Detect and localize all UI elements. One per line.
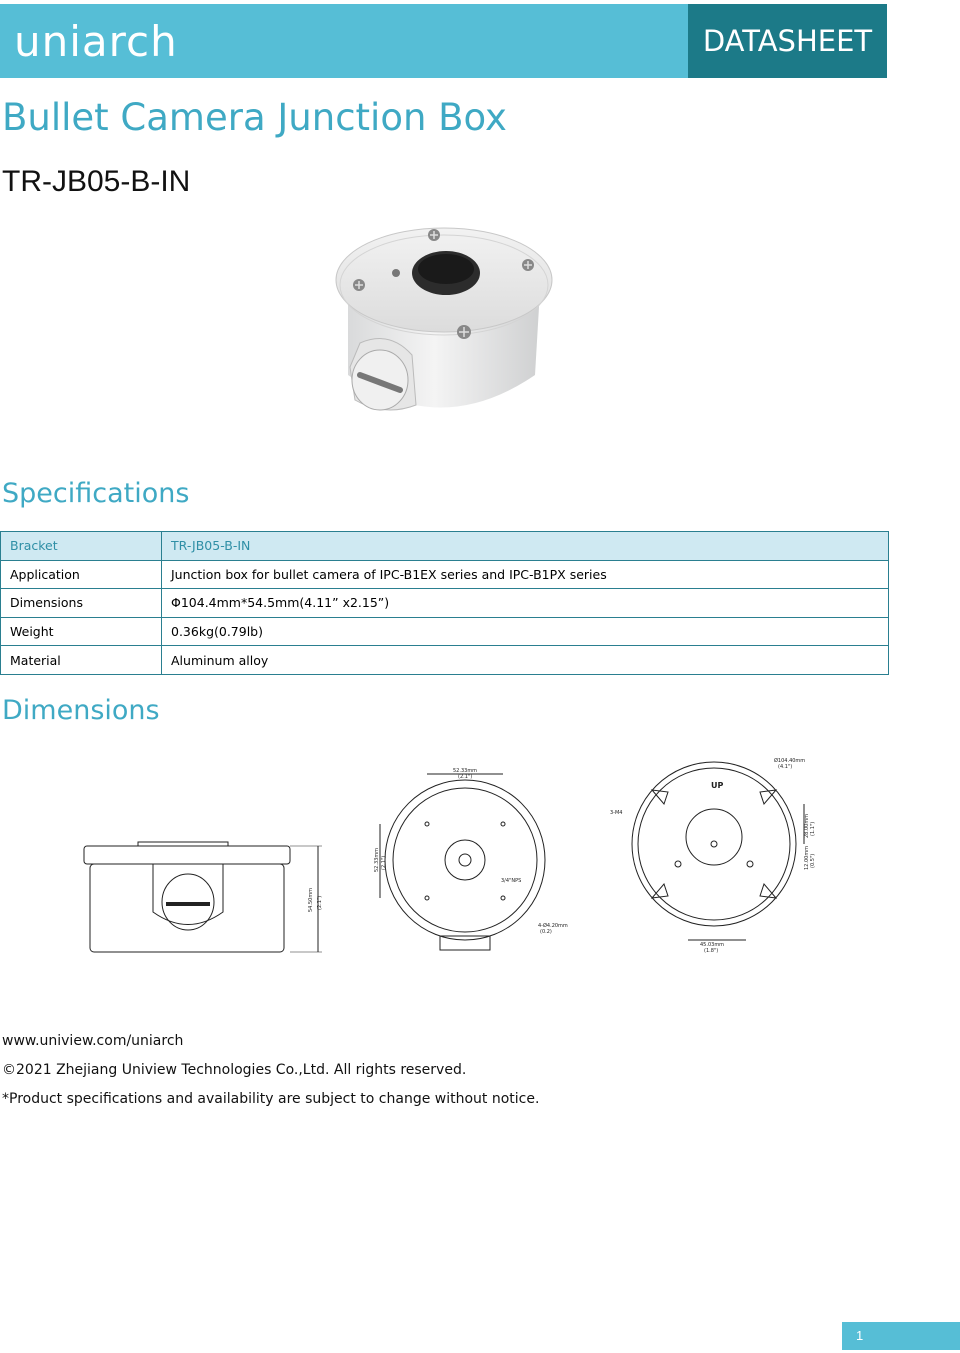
bottom-width-dim-label: 45.03mm [700,942,725,948]
spec-label: Dimensions [1,589,162,618]
thread-label: 3/4"NPS [501,878,522,884]
page-title: Bullet Camera Junction Box [2,96,507,139]
specifications-table [0,531,889,675]
dimension-drawings [78,752,818,962]
r1-dim-label: 28.00mm [804,813,810,838]
holes-dim-label: 4-Ø4.20mm [538,923,568,929]
uniarch-logo: uniarch [14,17,178,66]
spec-value: Junction box for bullet camera of IPC-B1EX series and IPC-B1PX series [162,560,889,589]
spec-value: TR-JB05-B-IN [162,532,889,561]
footer-copyright: ©2021 Zhejiang Uniview Technologies Co.,Ltd. All rights reserved. [2,1062,467,1078]
spec-label: Weight [1,617,162,646]
table-row [1,532,889,561]
page-number: 1 [842,1322,960,1350]
specifications-heading: Specifications [2,478,190,509]
dimensions-heading: Dimensions [2,695,160,726]
height-dim-inch-label: (2.1") [317,895,323,910]
datasheet-label: DATASHEET [688,4,887,78]
top-width-dim-label: 52.33mm [453,768,478,774]
footer-url[interactable]: www.uniview.com/uniarch [2,1033,184,1049]
side-height-dim-label: 52.33mm [374,847,380,872]
up-label: UP [711,781,724,790]
r2-inch-label: (0.5") [810,853,816,868]
header-bar [0,4,887,78]
spec-label: Bracket [1,532,162,561]
table-row [1,617,889,646]
table-row [1,560,889,589]
spec-value: Aluminum alloy [162,646,889,675]
bottom-width-inch-label: (1.8") [704,948,719,954]
model-number: TR-JB05-B-IN [2,165,191,198]
thread-b-label: 3-M4 [610,810,623,816]
spec-label: Material [1,646,162,675]
r1-inch-label: (1.1") [810,821,816,836]
top-width-inch-label: (2.1") [458,774,473,780]
diameter-dim-label: Ø104.40mm [774,758,806,764]
junction-box-photo-icon [330,225,570,430]
table-row [1,589,889,618]
diameter-inch-label: (4.1") [778,764,793,770]
side-view-drawing [84,842,323,952]
r2-dim-label: 12.00mm [804,845,810,870]
holes-inch-label: (0.2) [540,929,552,935]
side-height-inch-label: (2.1") [381,855,387,870]
spec-label: Application [1,560,162,589]
table-row [1,646,889,675]
top-view-drawing [374,768,568,950]
bottom-view-drawing [610,757,816,954]
spec-value: 0.36kg(0.79lb) [162,617,889,646]
height-dim-label: 54.50mm [308,887,314,912]
spec-value: Φ104.4mm*54.5mm(4.11” x2.15”) [162,589,889,618]
footer-notice: *Product specifications and availability are subject to change without notice. [2,1091,540,1107]
